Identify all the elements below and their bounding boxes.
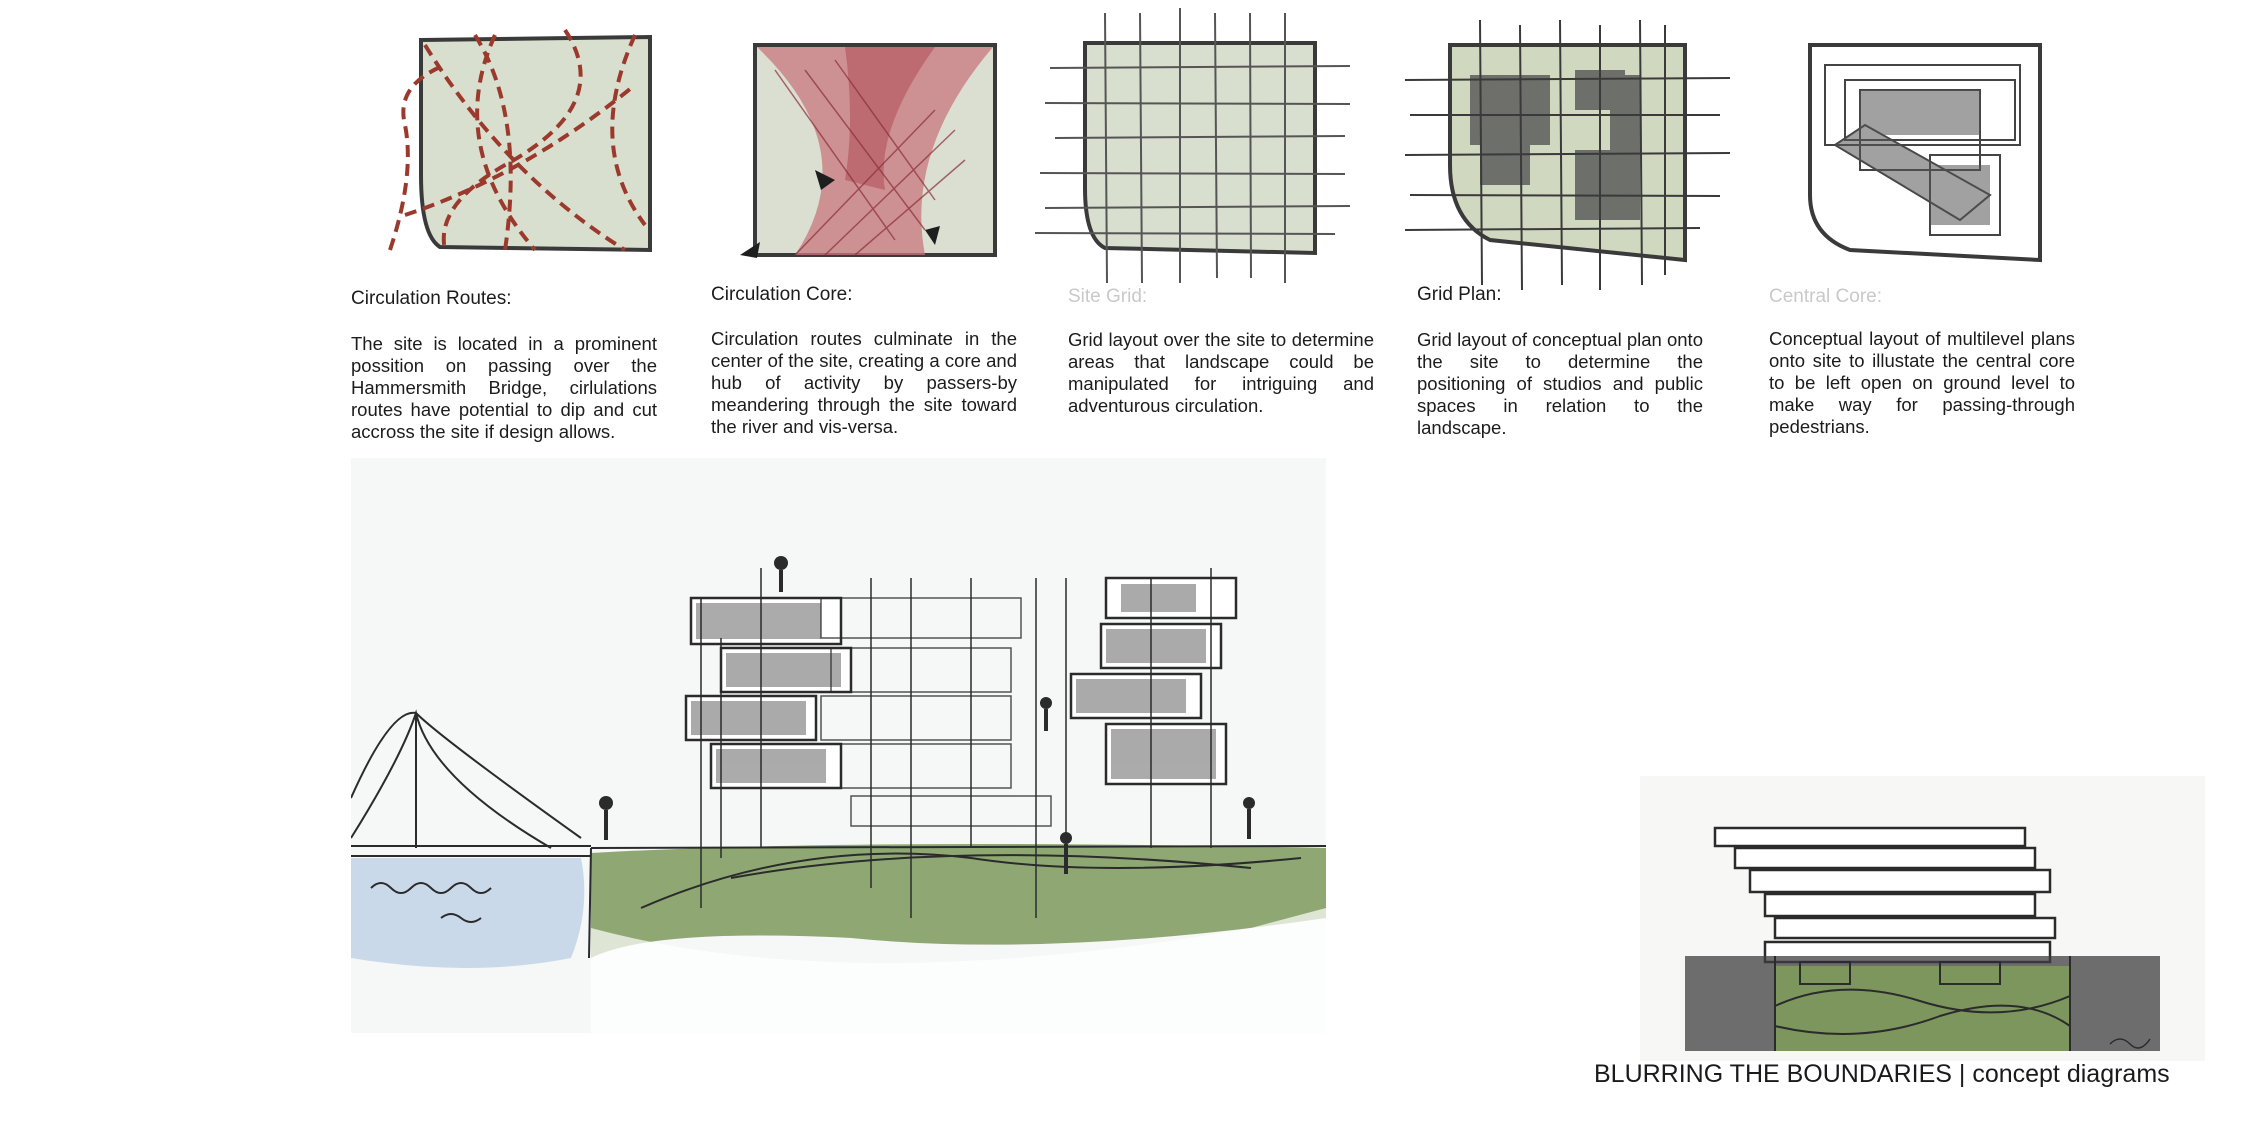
small-section-sketch <box>1640 776 2205 1061</box>
circulation-core-diagram <box>735 30 1005 260</box>
caption-body-grid-plan: Grid layout of conceptual plan onto the site to determine the positioning of studios and public spaces in relation to the landscape. <box>1417 329 1703 438</box>
central-core-diagram <box>1790 35 2050 265</box>
caption-body-circulation-routes: The site is located in a prominent possition on passing over the Hammersmith Bridge, cirlulations routes have potential to dip and cut accross the site if design allows. <box>351 333 657 442</box>
page-footer-title: BLURRING THE BOUNDARIES | concept diagrams <box>1594 1060 2170 1088</box>
caption-body-circulation-core: Circulation routes culminate in the center of the site, creating a core and hub of activity by passers-by meandering through the site toward the river and vis-versa. <box>711 328 1017 437</box>
circulation-routes-diagram <box>385 25 660 255</box>
caption-body-central-core: Conceptual layout of multilevel plans onto site to illustate the central core to be left open on ground level to make way for passing-through pedestrians. <box>1769 328 2075 437</box>
caption-title-grid-plan: Grid Plan: <box>1417 284 1502 305</box>
caption-title-site-grid: Site Grid: <box>1068 286 1148 307</box>
caption-title-circulation-core: Circulation Core: <box>711 284 853 305</box>
section-sketch <box>351 458 1326 1033</box>
caption-body-site-grid: Grid layout over the site to determine areas that landscape could be manipulated for intriguing and adventurous circulation. <box>1068 329 1374 416</box>
caption-title-central-core: Central Core: <box>1769 286 1882 307</box>
site-grid-diagram <box>1035 8 1355 283</box>
grid-plan-diagram <box>1400 15 1735 290</box>
caption-title-circulation-routes: Circulation Routes: <box>351 288 512 309</box>
